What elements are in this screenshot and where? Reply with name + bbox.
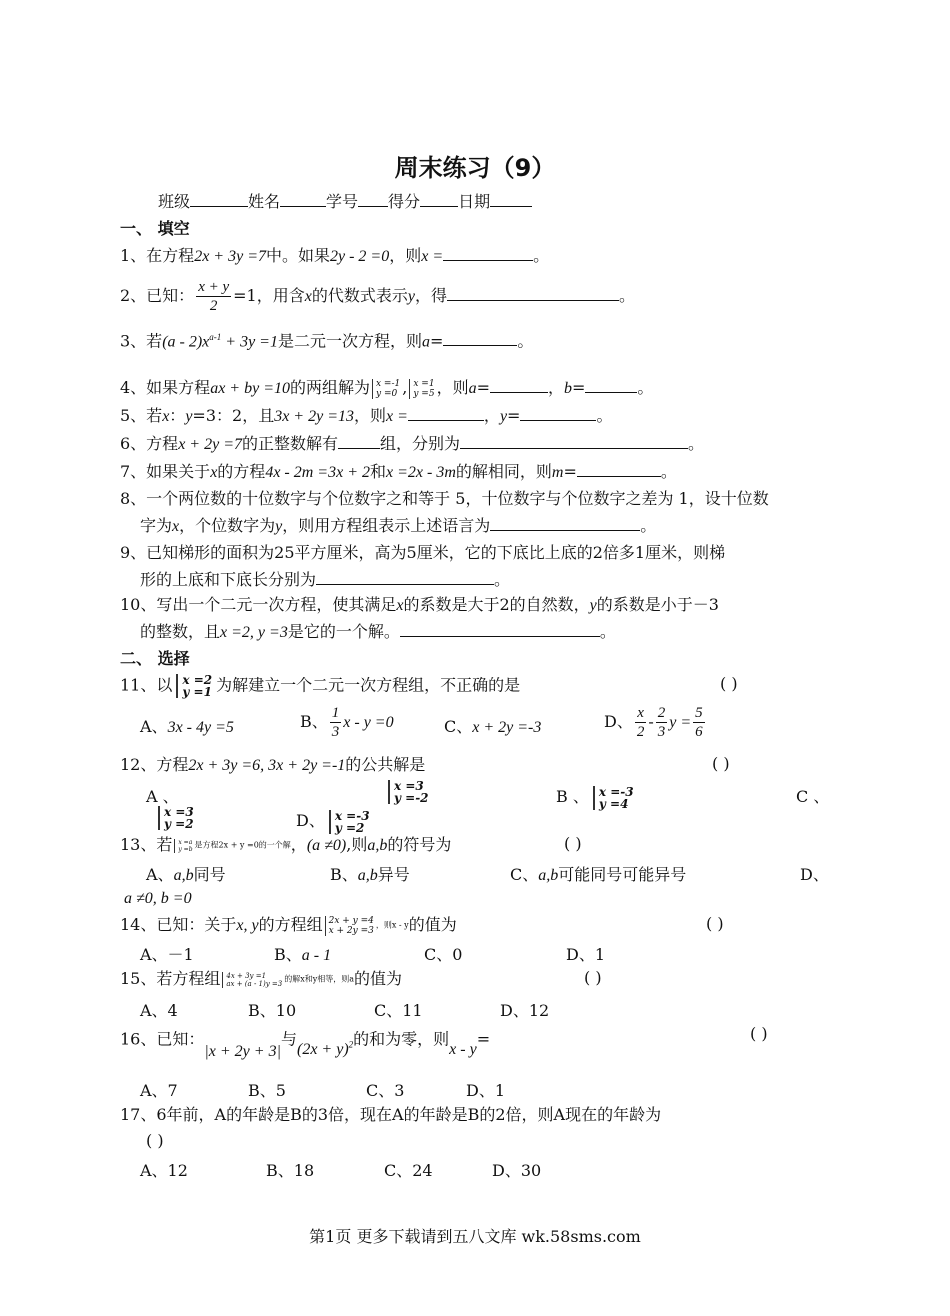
question-9-line-2: 形的上底和下底长分别为 。 — [140, 570, 511, 589]
question-6: 6、方程x + 2y =7的正整数解有 组，分别为 。 — [120, 434, 705, 453]
question-9-line-1: 9、已知梯形的面积为25平方厘米，高为5厘米，它的下底比上底的2倍多1厘米，则梯 — [120, 543, 726, 562]
q11-option-d: D、 $\frac{x}{2}$ - $\frac{2}{3}$ y = $\frac{5}{6}$ — [604, 705, 703, 740]
q14-option-a: A、－1 — [140, 945, 194, 964]
student-info-header: 班级 姓名 学号 得分 日期 — [158, 190, 532, 213]
q15-option-d: D、12 — [500, 1001, 550, 1020]
q12-option-c-label: C 、 — [796, 787, 830, 806]
q17-option-d: D、30 — [492, 1161, 542, 1180]
section-choice-heading: 二、 选择 — [120, 649, 190, 668]
q13-option-a: A、a,b同号 — [146, 865, 226, 884]
q16-option-b: B、5 — [248, 1081, 286, 1100]
question-13: 13、若 x =a y =b 是方程2x + y =0的一个解，(a ≠0),则a,b的符号为 — [120, 835, 452, 854]
q14-option-b: B、a - 1 — [274, 945, 332, 964]
q13-option-c: C、a,b可能同号可能异号 — [510, 865, 687, 884]
q13-option-d-label: D、 — [800, 865, 829, 884]
section-fill-heading: 一、 填空 — [120, 219, 190, 238]
q14-option-d: D、1 — [566, 945, 606, 964]
page-footer: 第1页 更多下载请到五八文库 wk.58sms.com — [309, 1227, 641, 1246]
question-10-line-2: 的整数，且x =2, y =3是它的一个解。 。 — [140, 622, 616, 641]
q12-option-a-label: A 、 — [146, 787, 179, 806]
question-5: 5、若x：y=3：2，且3x + 2y =13，则x = ，y= 。 — [120, 406, 613, 425]
answer-paren-12: ( ) — [712, 754, 730, 773]
q16-option-d: D、1 — [466, 1081, 506, 1100]
question-7: 7、如果关于x的方程4x - 2m =3x + 2和x =2x - 3m的解相同，则m= 。 — [120, 462, 677, 481]
page-title: 周末练习（9） — [394, 154, 556, 182]
q11-option-a: A、3x - 4y =5 — [140, 717, 234, 736]
q17-option-c: C、24 — [384, 1161, 433, 1180]
q17-option-b: B、18 — [266, 1161, 315, 1180]
q11-option-b: B、 $\frac{1}{3}$ x - y =0 — [300, 705, 394, 740]
q13-option-b: B、a,b异号 — [330, 865, 410, 884]
question-17-line-1: 17、6年前，A的年龄是B的3倍，现在A的年龄是B的2倍，则A现在的年龄为 — [120, 1105, 662, 1124]
question-12: 12、方程2x + 3y =6, 3x + 2y =-1的公共解是 — [120, 755, 426, 774]
answer-paren-13: ( ) — [564, 834, 582, 853]
question-3: 3、若$(a - 2)x^{a-1} + 3y =1$是二元一次方程，则a= 。 — [120, 331, 534, 351]
question-8-line-1: 8、一个两位数的十位数字与个位数字之和等于 5，十位数字与个位数字之差为 1，设十位数 — [120, 489, 769, 508]
question-14: 14、已知：关于x, y的方程组 2x + y =4 x + 2y =3 ，则x - y的值为 — [120, 915, 457, 936]
answer-paren-11: ( ) — [720, 674, 738, 693]
q15-option-c: C、11 — [374, 1001, 423, 1020]
q15-option-a: A、4 — [140, 1001, 178, 1020]
question-16: 16、已知：|x + 2y + 3|与$(2x + y)^2$的和为零，则x - y= — [120, 1029, 491, 1061]
question-4: 4、如果方程ax + by =10的两组解为 x =-1 y =0 , x =1 y =5 ，则a= ，b= 。 — [120, 378, 654, 399]
q16-option-c: C、3 — [366, 1081, 405, 1100]
answer-paren-15: ( ) — [584, 968, 602, 987]
q12-option-d: D、 x =-3 y =2 — [296, 808, 370, 835]
question-2: 2、已知： $\frac{x + y}{2}$ =1，用含x的代数式表示y，得 。 — [120, 279, 635, 314]
question-1: 1、在方程2x + 3y =7中。如果2y - 2 =0，则x = 。 — [120, 246, 550, 265]
q12-option-b: B 、 x =-3 y =4 — [556, 784, 634, 811]
answer-paren-16: ( ) — [750, 1024, 768, 1043]
q13-option-d: a ≠0, b =0 — [124, 890, 192, 907]
q15-option-b: B、10 — [248, 1001, 297, 1020]
question-10-line-1: 10、写出一个二元一次方程，使其满足x的系数是大于2的自然数，y的系数是小于－3 — [120, 595, 719, 614]
question-11: 11、以 x =2 y =1 为解建立一个二元一次方程组，不正确的是 — [120, 673, 521, 699]
q17-option-a: A、12 — [140, 1161, 188, 1180]
answer-paren-17: ( ) — [146, 1131, 164, 1150]
question-15: 15、若方程组 4x + 3y =1 ax + (a - 1)y =3 的解x和y相等，则a的值为 — [120, 969, 403, 988]
question-8-line-2: 字为x，个位数字为y，则用方程组表示上述语言为 。 — [140, 516, 657, 535]
q16-option-a: A、7 — [140, 1081, 178, 1100]
q12-option-a: x =3 y =-2 — [384, 780, 433, 804]
q14-option-c: C、0 — [424, 945, 463, 964]
q12-option-c: x =3 y =2 — [154, 806, 198, 830]
answer-paren-14: ( ) — [706, 914, 724, 933]
q11-option-c: C、x + 2y =-3 — [444, 717, 542, 736]
